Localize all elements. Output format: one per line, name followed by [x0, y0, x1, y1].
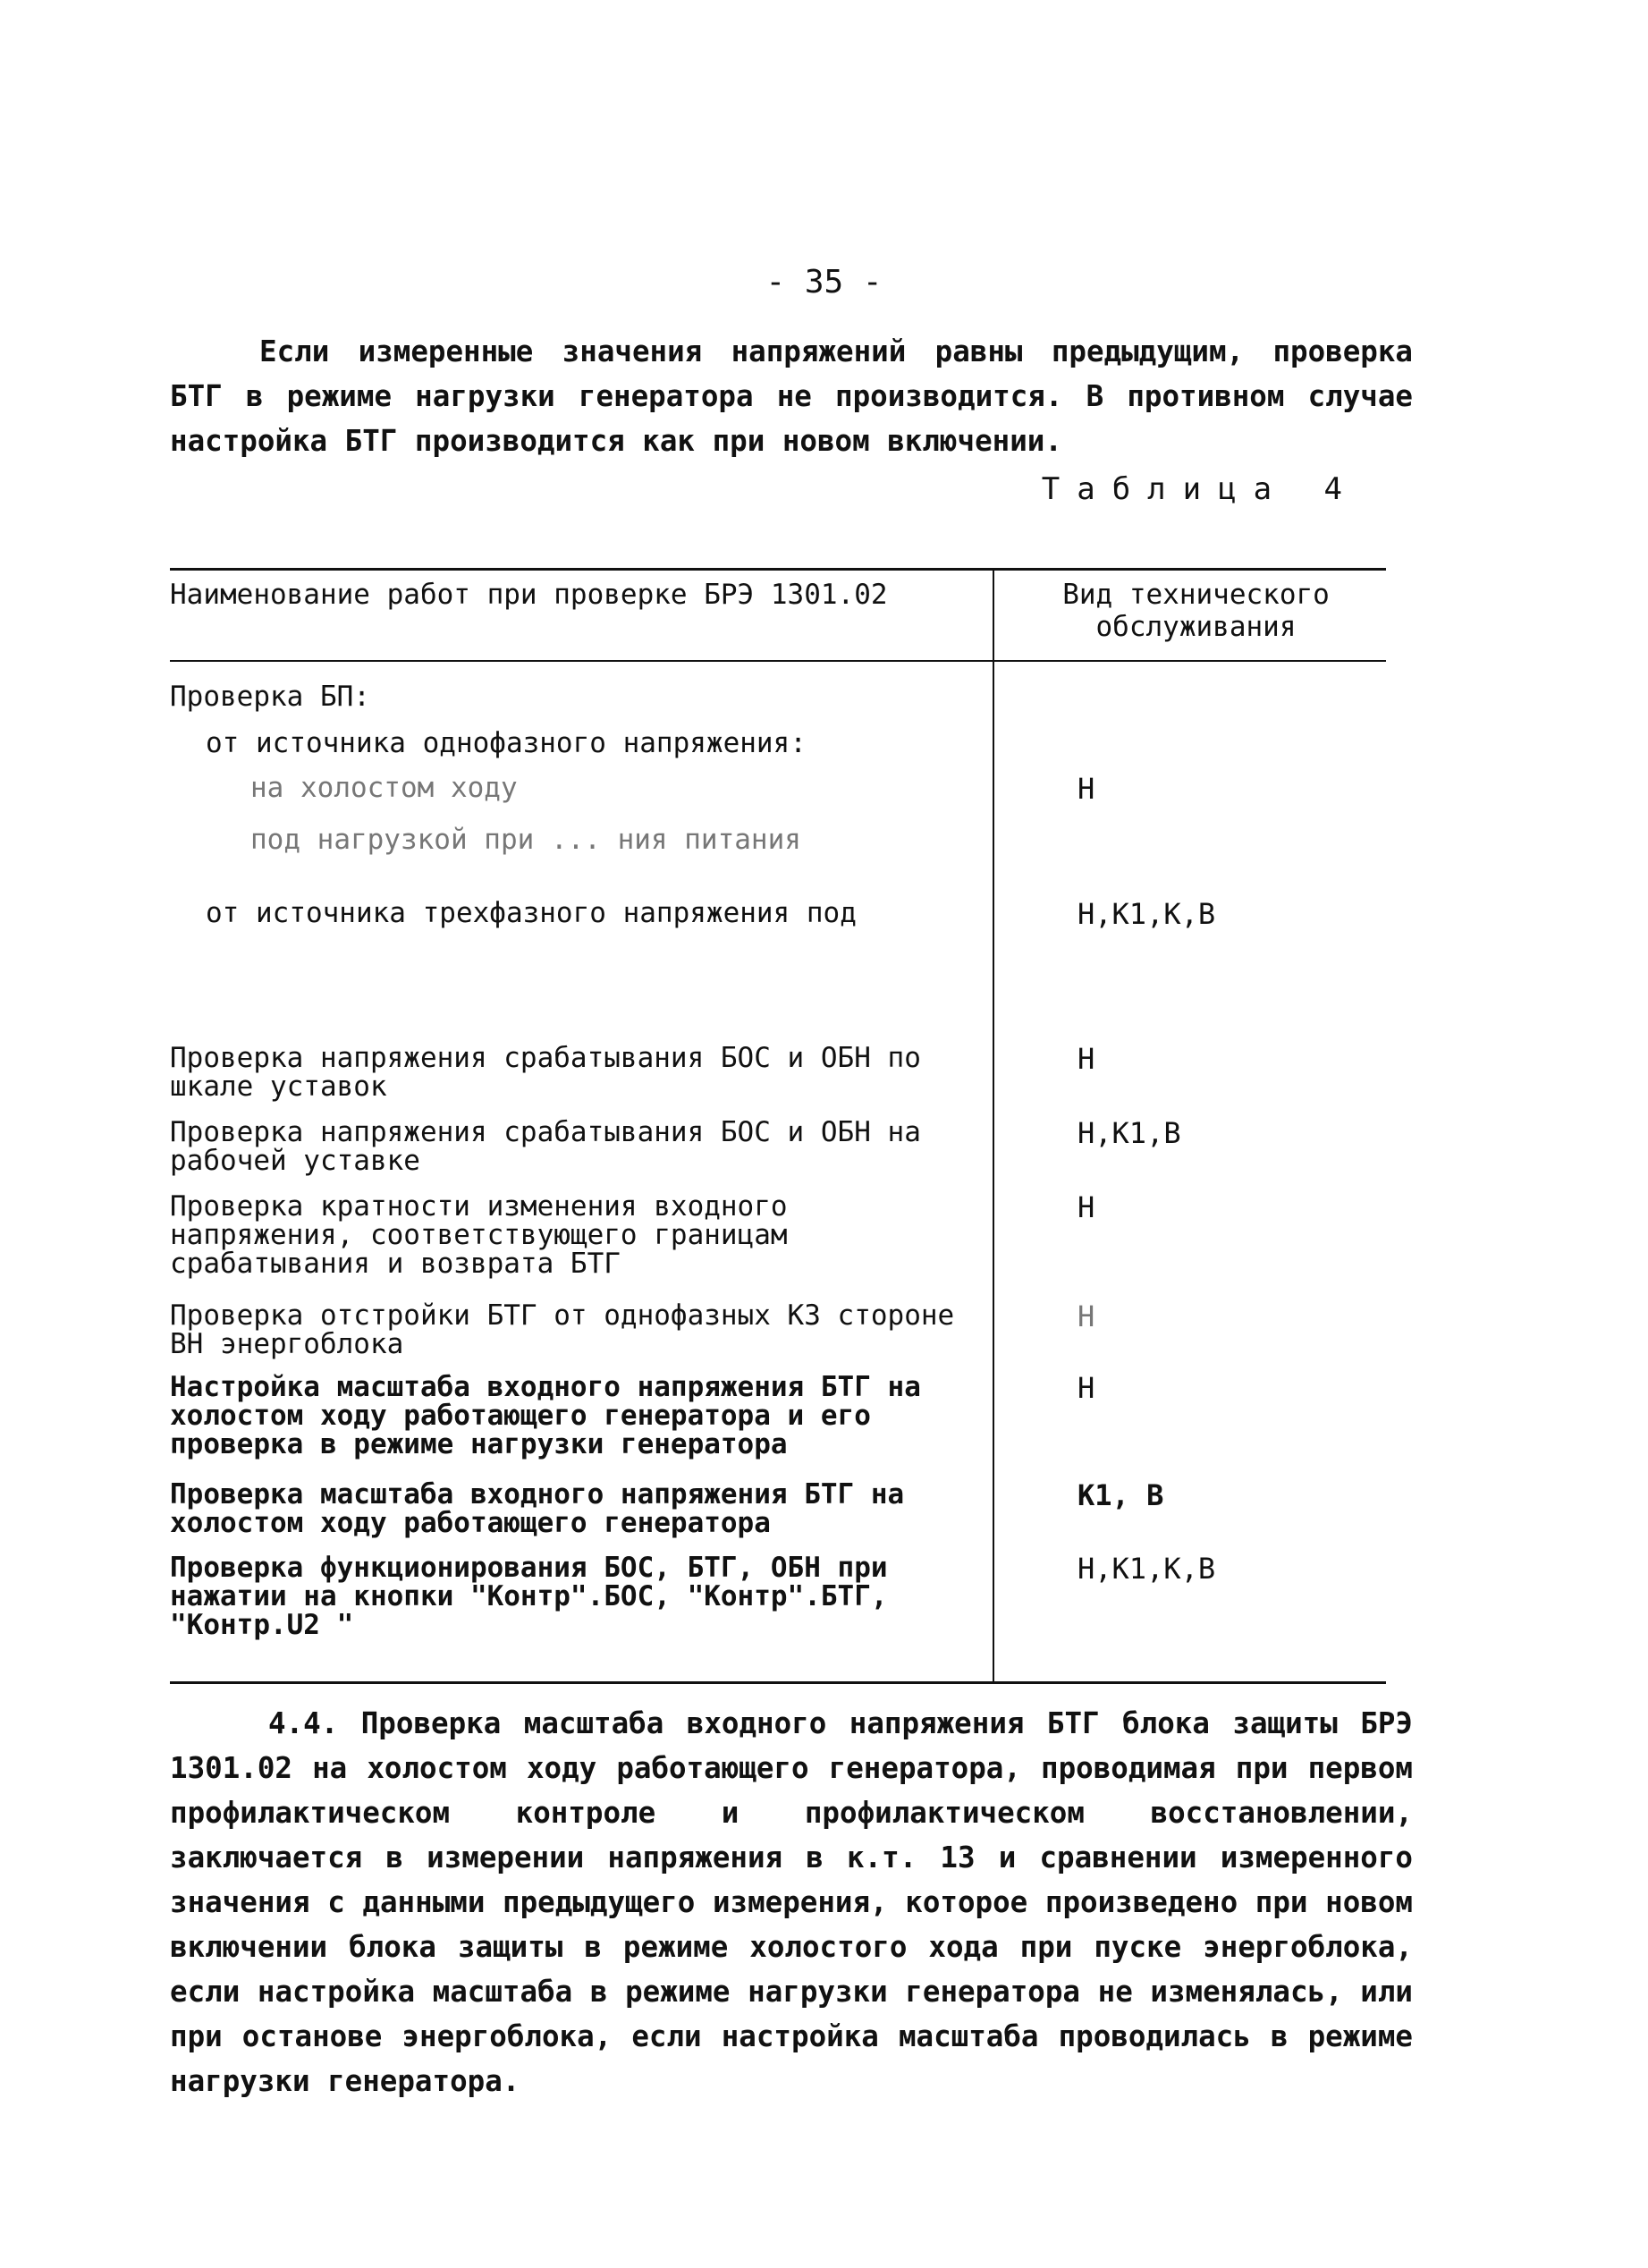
row-work: Проверка отстройки БТГ от однофазных КЗ стороне ВН энергоблока	[170, 1299, 955, 1360]
table-caption: Таблица 4	[1041, 471, 1359, 507]
row-service: Н	[1078, 1190, 1095, 1224]
table-top-rule	[170, 568, 1386, 571]
row-work: Проверка функционирования БОС, БТГ, ОБН при нажатии на кнопки "Контр".БОС, "Контр".БТГ, "Контр.U2 "	[170, 1552, 888, 1641]
row-work: на холостом ходу	[250, 772, 518, 804]
row-service: К1, В	[1078, 1478, 1164, 1512]
row-work: под нагрузкой при ... ния питания	[250, 824, 801, 856]
maintenance-table	[170, 568, 1386, 1684]
row-work: Проверка масштаба входного напряжения БТГ на холостом ходу работающего генератора	[170, 1478, 905, 1539]
row-service: Н	[1078, 1042, 1095, 1076]
row-service: Н,К1,К,В	[1078, 897, 1216, 931]
row-work: от источника однофазного напряжения:	[206, 727, 807, 759]
row-service: Н	[1078, 772, 1095, 806]
row-service: Н	[1078, 1299, 1095, 1333]
header-service-type: Вид технического обслуживания	[1062, 579, 1330, 643]
table-bottom-rule	[170, 1681, 1386, 1684]
section-4-4-paragraph: 4.4. Проверка масштаба входного напряжения БТГ блока защиты БРЭ 1301.02 на холостом ходу работающего генератора, проводимая при первом профилактическом контроле и профилактическом восстановлении, заключается в измерении напряжения в к.т. 13 и сравнении измеренного значения с данными предыдущего измерения, которое произведено при новом включении блока защиты в режиме холостого хода при пуске энергоблока, если настройка масштаба в режиме нагрузки генератора не изменялась, или при останове энергоблока, если настройка масштаба проводилась в режиме нагрузки генератора.	[170, 1706, 1413, 2098]
row-work: Настройка масштаба входного напряжения БТГ на холостом ходу работающего генератора и его проверка в режиме нагрузки генератора	[170, 1371, 921, 1460]
row-work: от источника трехфазного напряжения под	[206, 897, 857, 929]
page-number: - 35 -	[765, 264, 883, 300]
intro-paragraph: Если измеренные значения напряжений равны предыдущим, проверка БТГ в режиме нагрузки генератора не производится. В противном случае настройка БТГ производится как при новом включении.	[170, 334, 1413, 458]
header-work-name: Наименование работ при проверке БРЭ 1301.02	[170, 579, 888, 611]
row-service: Н,К1,В	[1078, 1116, 1181, 1150]
row-work: Проверка напряжения срабатывания БОС и ОБН на рабочей уставке	[170, 1116, 921, 1177]
row-work: Проверка кратности изменения входного напряжения, соответствующего границам срабатывания и возврата БТГ	[170, 1190, 788, 1280]
table-column-divider	[993, 568, 994, 1684]
row-work: Проверка БП:	[170, 681, 370, 713]
row-work: Проверка напряжения срабатывания БОС и ОБН по шкале уставок	[170, 1042, 921, 1103]
table-header-rule	[170, 660, 1386, 662]
row-service: Н	[1078, 1371, 1095, 1405]
row-service: Н,К1,К,В	[1078, 1552, 1216, 1586]
